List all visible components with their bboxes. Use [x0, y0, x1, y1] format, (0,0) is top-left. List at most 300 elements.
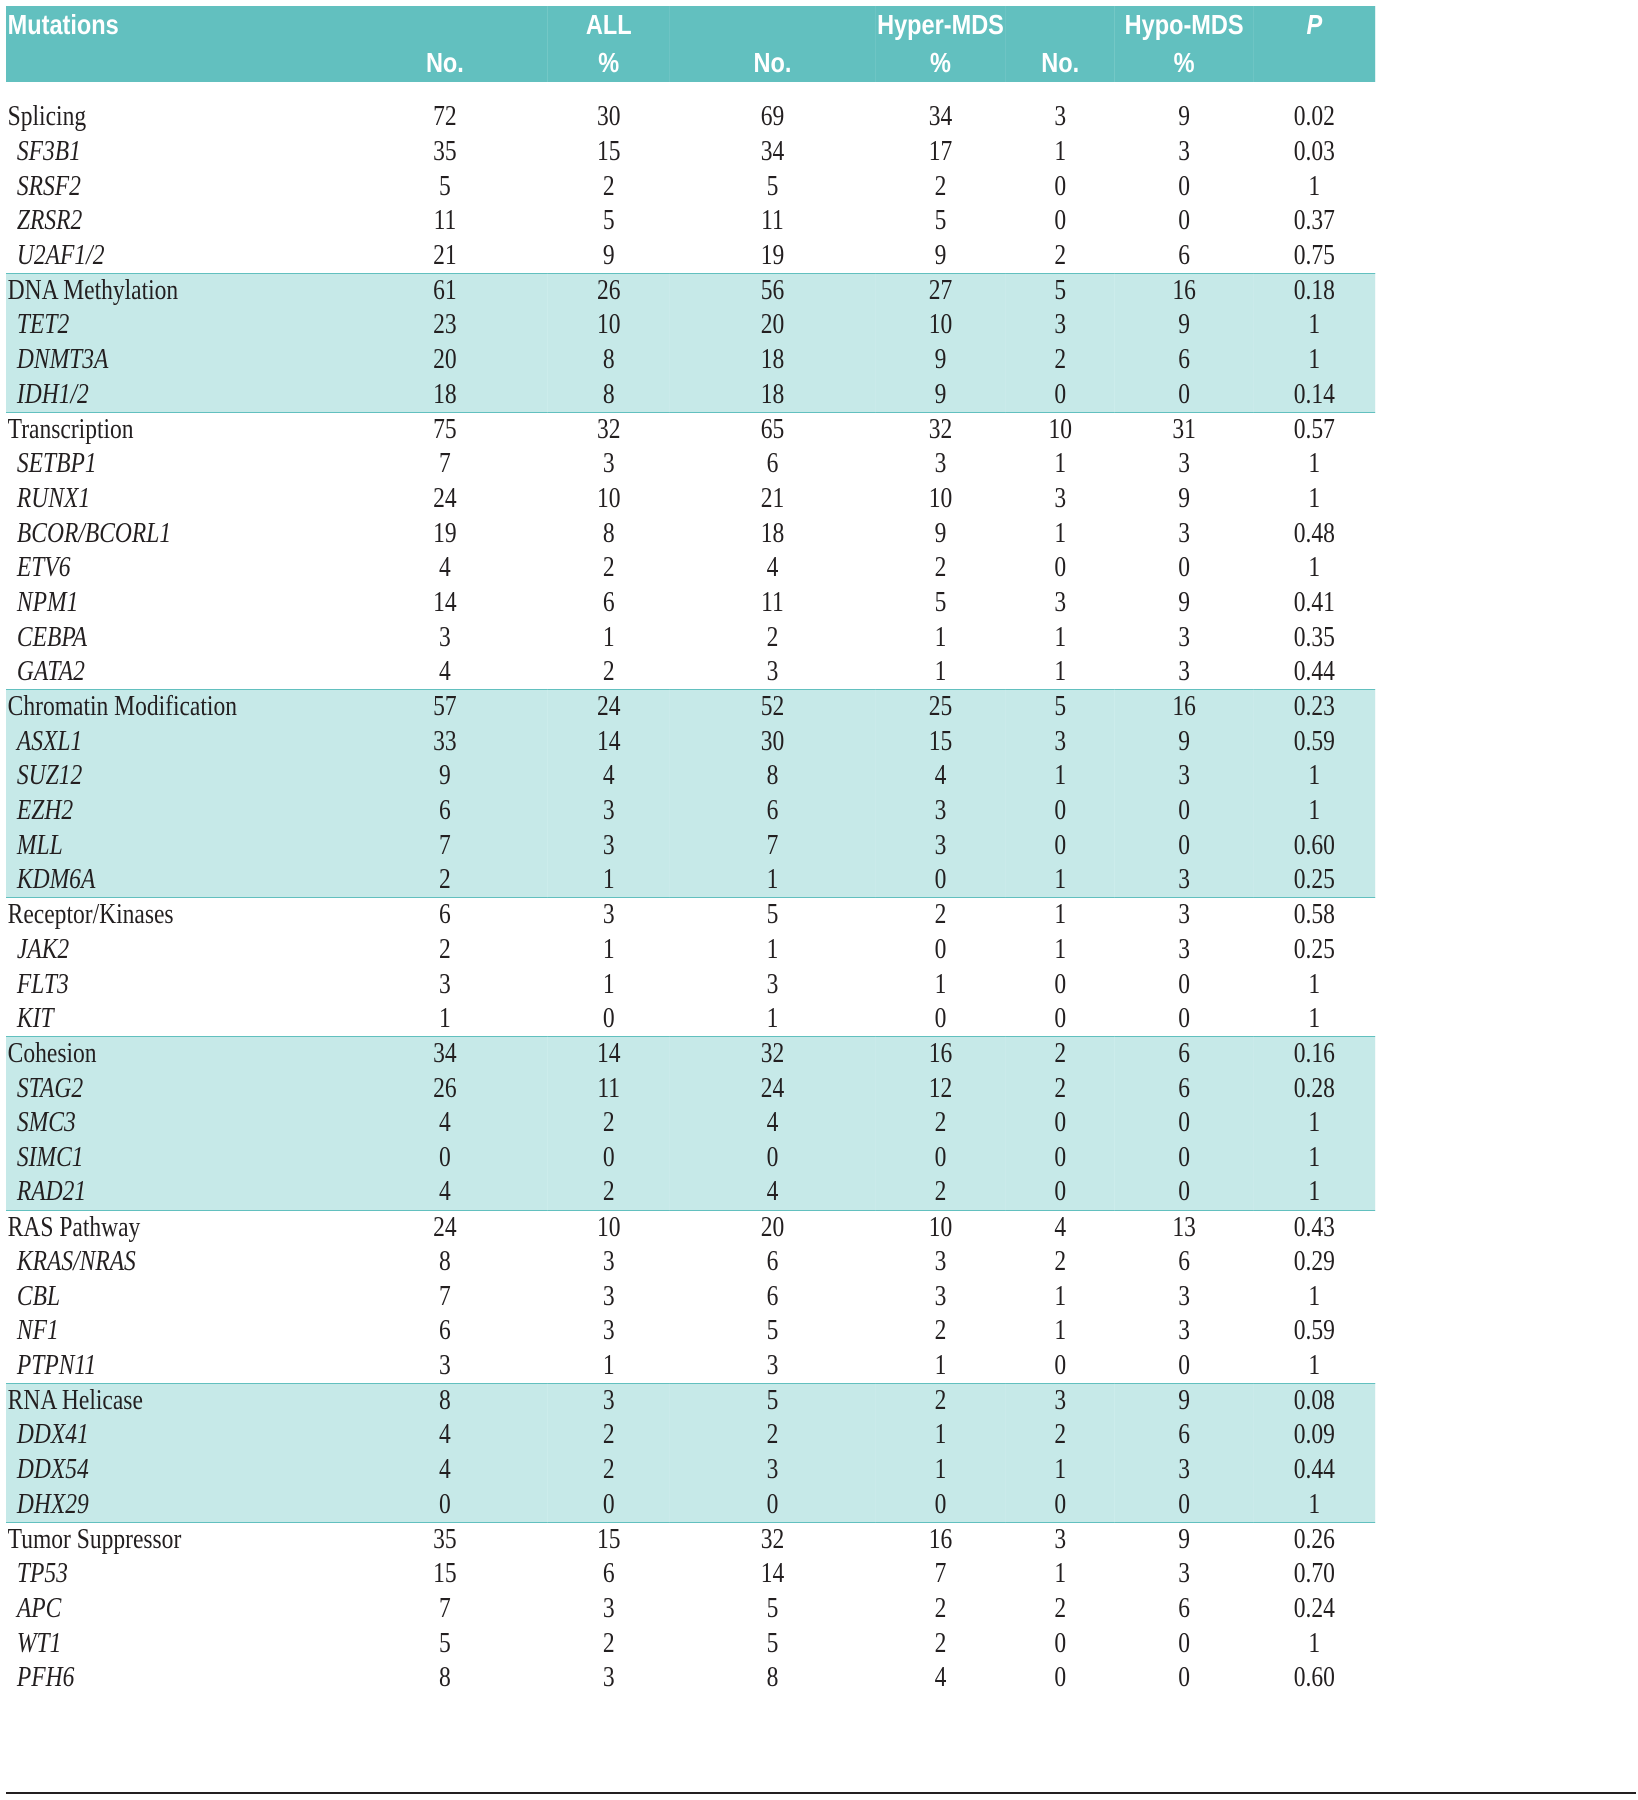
cell-hyper-no: 0 [766, 1488, 779, 1520]
cell-hypo-pct: 16 [1115, 690, 1254, 725]
cell-hyper-pct: 4 [934, 760, 947, 792]
cell-hypo-pct: 3 [1178, 1454, 1190, 1486]
cell-hypo-pct: 0 [1178, 1627, 1190, 1659]
gene-row [6, 378, 1375, 413]
gene-row [6, 1279, 1375, 1314]
gene-name: CEBPA [16, 621, 88, 653]
cell-p-value: 0.59 [1293, 725, 1335, 757]
cell-hyper-pct: 12 [928, 1072, 953, 1104]
cell-hypo-pct: 9 [1178, 725, 1190, 757]
cell-hyper-pct: 2 [934, 1176, 947, 1208]
cell-hyper-pct: 9 [934, 517, 947, 549]
group-name: RNA Helicase [6, 1383, 342, 1418]
cell-hyper-no: 18 [760, 517, 785, 549]
cell-hyper-pct: 3 [934, 795, 947, 827]
group-row [6, 1383, 1375, 1418]
group-row [6, 1522, 1375, 1557]
gene-row [6, 1141, 1375, 1176]
cell-hyper-pct: 2 [934, 170, 947, 202]
cell-hypo-no: 1 [1054, 621, 1067, 653]
cell-all-pct: 3 [548, 1383, 670, 1418]
gene-name: NF1 [16, 1315, 59, 1347]
gene-name: DHX29 [16, 1488, 89, 1520]
cell-all-no: 8 [439, 1246, 451, 1278]
cell-hyper-pct: 0 [934, 933, 947, 965]
cell-all-no: 75 [342, 412, 548, 447]
cell-all-pct: 4 [602, 760, 615, 792]
cell-hyper-pct: 2 [875, 898, 1005, 933]
cell-all-no: 24 [433, 482, 457, 514]
cell-all-pct: 2 [602, 1419, 615, 1451]
cell-hypo-no: 0 [1054, 1627, 1067, 1659]
cell-hyper-pct: 17 [928, 136, 953, 168]
cell-hypo-no: 10 [1006, 412, 1115, 447]
cell-hyper-no: 24 [760, 1072, 785, 1104]
cell-all-no: 3 [439, 621, 451, 653]
cell-hypo-pct: 0 [1178, 1002, 1190, 1034]
cell-all-pct: 10 [548, 1210, 670, 1245]
cell-p-value: 0.37 [1293, 205, 1335, 237]
cell-hyper-pct: 1 [934, 968, 947, 1000]
cell-all-pct: 2 [602, 1627, 615, 1659]
cell-all-no: 6 [439, 1315, 451, 1347]
cell-all-no: 0 [439, 1141, 451, 1173]
cell-hyper-no: 6 [766, 1280, 779, 1312]
group-name: DNA Methylation [6, 273, 342, 308]
cell-p-value: 0.44 [1293, 656, 1335, 688]
cell-hyper-pct: 2 [934, 1627, 947, 1659]
header-hyper-mds: Hyper-MDS [877, 9, 1004, 40]
header-blank-3 [670, 6, 876, 44]
cell-hypo-no: 0 [1054, 1176, 1067, 1208]
cell-p-value: 1 [1308, 482, 1321, 514]
gene-name: STAG2 [16, 1072, 84, 1104]
cell-all-pct: 3 [602, 1315, 615, 1347]
cell-hypo-no: 1 [1054, 760, 1067, 792]
gene-name: ZRSR2 [16, 205, 83, 237]
cell-hyper-pct: 2 [934, 1107, 947, 1139]
cell-hyper-no: 4 [766, 1176, 779, 1208]
cell-hyper-pct: 0 [934, 864, 947, 896]
cell-hypo-no: 1 [1054, 933, 1067, 965]
cell-hypo-pct: 0 [1178, 1662, 1190, 1694]
gene-name: SUZ12 [16, 760, 83, 792]
cell-hyper-pct: 0 [934, 1141, 947, 1173]
cell-hyper-pct: 1 [934, 1349, 947, 1381]
cell-hyper-no: 2 [766, 1419, 779, 1451]
cell-hyper-pct: 2 [934, 1315, 947, 1347]
cell-all-no: 2 [439, 933, 451, 965]
cell-hyper-pct: 3 [934, 448, 947, 480]
cell-p-value: 0.58 [1253, 898, 1375, 933]
cell-p-value: 0.03 [1293, 136, 1335, 168]
cell-hypo-pct: 0 [1178, 378, 1190, 410]
gene-row [6, 516, 1375, 551]
gene-row [6, 1557, 1375, 1592]
cell-hypo-pct: 0 [1178, 829, 1190, 861]
cell-p-value: 0.57 [1253, 412, 1375, 447]
group-row [6, 412, 1375, 447]
cell-hypo-no: 0 [1054, 1141, 1067, 1173]
header-mutations: Mutations [7, 9, 119, 40]
cell-all-pct: 10 [596, 309, 621, 341]
gene-row [6, 863, 1375, 898]
group-name: Cohesion [6, 1037, 342, 1072]
cell-hyper-pct: 15 [928, 725, 953, 757]
cell-hyper-pct: 2 [934, 1592, 947, 1624]
cell-hypo-no: 1 [1054, 864, 1067, 896]
cell-all-pct: 8 [602, 344, 615, 376]
subheader-hypo-pct: % [1173, 47, 1195, 78]
gene-name: DNMT3A [16, 344, 109, 376]
gene-name: WT1 [16, 1627, 62, 1659]
gene-row [6, 204, 1375, 239]
cell-all-no: 19 [433, 517, 457, 549]
cell-hyper-no: 0 [766, 1141, 779, 1173]
gene-name: SETBP1 [16, 448, 97, 480]
cell-hypo-no: 4 [1006, 1210, 1115, 1245]
cell-hyper-pct: 7 [934, 1558, 947, 1590]
cell-hypo-pct: 9 [1178, 586, 1190, 618]
subheader-hyper-no: No. [753, 47, 792, 78]
gene-row [6, 1245, 1375, 1280]
cell-hypo-pct: 3 [1115, 898, 1254, 933]
cell-hyper-no: 34 [760, 136, 785, 168]
cell-all-no: 35 [342, 1522, 548, 1557]
cell-all-pct: 2 [602, 170, 615, 202]
cell-p-value: 0.16 [1253, 1037, 1375, 1072]
cell-hypo-no: 0 [1054, 552, 1067, 584]
cell-p-value: 0.25 [1293, 864, 1335, 896]
cell-all-no: 7 [439, 829, 451, 861]
gene-name: RAD21 [16, 1176, 87, 1208]
cell-all-no: 20 [433, 344, 457, 376]
cell-hypo-no: 0 [1054, 795, 1067, 827]
cell-p-value: 1 [1308, 1349, 1321, 1381]
gene-row [6, 482, 1375, 517]
cell-p-value: 1 [1308, 552, 1321, 584]
cell-hyper-no: 5 [670, 1383, 876, 1418]
cell-p-value: 0.75 [1293, 239, 1335, 271]
cell-hyper-no: 32 [670, 1037, 876, 1072]
cell-all-no: 7 [439, 1280, 451, 1312]
cell-p-value: 0.70 [1293, 1558, 1335, 1590]
cell-hypo-no: 3 [1006, 1522, 1115, 1557]
cell-hyper-no: 32 [670, 1522, 876, 1557]
group-name: Splicing [7, 101, 87, 133]
cell-hyper-no: 3 [766, 1454, 779, 1486]
cell-p-value: 0.14 [1293, 378, 1335, 410]
gene-row [6, 967, 1375, 1002]
cell-hyper-pct: 3 [934, 1280, 947, 1312]
cell-p-value: 0.28 [1293, 1072, 1335, 1104]
cell-all-pct: 32 [548, 412, 670, 447]
cell-hypo-no: 2 [1006, 1037, 1115, 1072]
cell-p-value: 1 [1308, 170, 1321, 202]
cell-hyper-no: 5 [766, 1315, 779, 1347]
subheader-hyper-pct: % [930, 47, 951, 78]
cell-hypo-pct: 3 [1178, 1315, 1190, 1347]
table-body [6, 82, 1375, 1696]
cell-hypo-no: 0 [1054, 829, 1067, 861]
gene-name: ASXL1 [16, 725, 83, 757]
cell-hyper-pct: 2 [875, 1383, 1005, 1418]
cell-hyper-pct: 1 [934, 656, 947, 688]
cell-all-no: 9 [439, 760, 451, 792]
gene-name: EZH2 [16, 795, 74, 827]
cell-all-no: 8 [439, 1662, 451, 1694]
cell-all-pct: 3 [602, 1246, 615, 1278]
cell-hypo-pct: 0 [1178, 170, 1190, 202]
cell-hypo-no: 1 [1054, 1454, 1067, 1486]
gene-name: KRAS/NRAS [16, 1246, 136, 1278]
cell-all-no: 57 [342, 690, 548, 725]
cell-all-no: 35 [433, 136, 457, 168]
cell-hyper-no: 5 [766, 170, 779, 202]
cell-p-value: 1 [1308, 309, 1321, 341]
cell-hypo-no: 0 [1054, 1349, 1067, 1381]
cell-hyper-no: 18 [760, 378, 785, 410]
group-row [6, 1037, 1375, 1072]
gene-name: TET2 [16, 309, 70, 341]
cell-hypo-no: 1 [1054, 1315, 1067, 1347]
gene-row [6, 1002, 1375, 1037]
cell-hyper-no: 8 [766, 1662, 779, 1694]
cell-hypo-no: 2 [1054, 1072, 1067, 1104]
cell-all-pct: 0 [602, 1488, 615, 1520]
cell-hypo-no: 1 [1054, 448, 1067, 480]
gene-row [6, 1314, 1375, 1349]
subheader-all-no: No. [425, 47, 464, 78]
cell-all-no: 11 [433, 205, 457, 237]
cell-hyper-no: 5 [766, 1627, 779, 1659]
cell-hypo-pct: 0 [1178, 205, 1190, 237]
cell-all-no: 33 [433, 725, 457, 757]
cell-all-no: 26 [433, 1072, 457, 1104]
cell-p-value: 1 [1308, 1488, 1321, 1520]
cell-p-value: 0.44 [1293, 1454, 1335, 1486]
gene-name: SIMC1 [16, 1141, 84, 1173]
cell-hyper-no: 21 [760, 482, 785, 514]
gene-name: U2AF1/2 [16, 239, 105, 271]
cell-hypo-no: 3 [1054, 725, 1067, 757]
gene-row [6, 1626, 1375, 1661]
subheader-all-pct: % [598, 47, 620, 78]
cell-hyper-no: 56 [670, 273, 876, 308]
subheader-blank-0 [6, 44, 342, 82]
cell-hypo-pct: 0 [1178, 795, 1190, 827]
cell-all-no: 5 [439, 1627, 451, 1659]
cell-all-pct: 1 [602, 864, 615, 896]
cell-hypo-pct: 0 [1178, 1349, 1190, 1381]
cell-hyper-pct: 9 [934, 378, 947, 410]
table-header [6, 6, 1375, 82]
cell-hypo-no: 5 [1006, 690, 1115, 725]
cell-hypo-pct: 0 [1178, 1176, 1190, 1208]
cell-hypo-pct: 6 [1178, 1419, 1190, 1451]
gene-name: ETV6 [16, 552, 71, 584]
cell-all-pct: 3 [602, 1592, 615, 1624]
gene-row [6, 759, 1375, 794]
cell-all-no: 3 [439, 1349, 451, 1381]
cell-hyper-no: 1 [766, 1002, 779, 1034]
cell-all-pct: 3 [602, 795, 615, 827]
cell-p-value: 1 [1308, 760, 1321, 792]
cell-hyper-pct: 5 [934, 205, 947, 237]
group-name: Chromatin Modification [6, 690, 342, 725]
gene-name: DDX41 [16, 1419, 89, 1451]
header-blank-1 [342, 6, 548, 44]
cell-all-pct: 14 [596, 725, 621, 757]
cell-hyper-no: 20 [760, 309, 785, 341]
group-name: Transcription [6, 412, 342, 447]
cell-all-pct: 1 [602, 933, 615, 965]
cell-all-pct: 3 [602, 829, 615, 861]
cell-hyper-no: 18 [760, 344, 785, 376]
cell-all-pct: 15 [596, 136, 621, 168]
gene-name: PFH6 [16, 1662, 75, 1694]
gene-name: GATA2 [16, 656, 85, 688]
gene-name: FLT3 [16, 968, 69, 1000]
cell-all-pct: 2 [602, 656, 615, 688]
cell-hyper-pct: 1 [934, 621, 947, 653]
cell-p-value: 1 [1308, 1002, 1321, 1034]
cell-hyper-no: 11 [761, 586, 784, 618]
cell-hypo-no: 2 [1054, 344, 1067, 376]
cell-p-value: 0.48 [1293, 517, 1335, 549]
cell-all-pct: 30 [596, 101, 621, 133]
cell-hypo-pct: 0 [1178, 1488, 1190, 1520]
gene-row [6, 724, 1375, 759]
cell-p-value: 0.41 [1293, 586, 1335, 618]
cell-hyper-pct: 1 [934, 1419, 947, 1451]
cell-hyper-pct: 16 [875, 1037, 1005, 1072]
cell-all-no: 0 [439, 1488, 451, 1520]
cell-hyper-no: 5 [670, 898, 876, 933]
cell-hypo-pct: 9 [1115, 1383, 1254, 1418]
cell-hypo-no: 0 [1054, 378, 1067, 410]
cell-hyper-no: 7 [766, 829, 779, 861]
gene-row [6, 1488, 1375, 1523]
cell-all-pct: 11 [597, 1072, 621, 1104]
header-all: ALL [585, 9, 632, 40]
cell-hypo-pct: 3 [1178, 448, 1190, 480]
cell-hypo-pct: 3 [1178, 760, 1190, 792]
cell-hypo-pct: 6 [1115, 1037, 1254, 1072]
cell-hypo-no: 1 [1054, 1280, 1067, 1312]
cell-hypo-pct: 13 [1115, 1210, 1254, 1245]
gene-name: RUNX1 [16, 482, 91, 514]
cell-hypo-no: 1 [1054, 656, 1067, 688]
cell-all-no: 4 [439, 656, 451, 688]
cell-hyper-no: 1 [766, 933, 779, 965]
gene-row [6, 1071, 1375, 1106]
cell-hyper-no: 65 [670, 412, 876, 447]
cell-all-no: 7 [439, 1592, 451, 1624]
cell-all-no: 4 [439, 1176, 451, 1208]
cell-all-pct: 0 [602, 1141, 615, 1173]
header-spacer [6, 82, 1375, 100]
cell-hypo-pct: 16 [1115, 273, 1254, 308]
cell-all-pct: 2 [602, 1176, 615, 1208]
cell-hypo-no: 3 [1054, 586, 1067, 618]
gene-name: SRSF2 [16, 170, 81, 202]
cell-hyper-pct: 2 [934, 552, 947, 584]
cell-p-value: 0.60 [1293, 1662, 1335, 1694]
cell-hypo-pct: 9 [1178, 101, 1190, 133]
gene-name: MLL [16, 829, 63, 861]
cell-all-no: 23 [433, 309, 457, 341]
table-bottom-rule [6, 1792, 1636, 1794]
cell-hypo-pct: 31 [1115, 412, 1254, 447]
cell-hypo-no: 0 [1054, 1002, 1067, 1034]
cell-p-value: 1 [1308, 1176, 1321, 1208]
cell-hypo-pct: 3 [1178, 517, 1190, 549]
cell-all-pct: 1 [602, 621, 615, 653]
gene-name: KDM6A [16, 864, 96, 896]
cell-all-no: 7 [439, 448, 451, 480]
cell-all-no: 15 [433, 1558, 457, 1590]
cell-hypo-pct: 6 [1178, 1246, 1190, 1278]
cell-all-no: 34 [342, 1037, 548, 1072]
cell-hypo-pct: 6 [1178, 1072, 1190, 1104]
mutations-table [6, 6, 1375, 1696]
cell-hyper-no: 52 [670, 690, 876, 725]
gene-row [6, 620, 1375, 655]
cell-hyper-pct: 1 [934, 1454, 947, 1486]
subheader-blank-7 [1253, 44, 1375, 82]
gene-name: SMC3 [16, 1107, 76, 1139]
cell-all-no: 6 [439, 795, 451, 827]
cell-all-no: 8 [342, 1383, 548, 1418]
cell-all-pct: 5 [602, 205, 615, 237]
cell-hyper-pct: 0 [934, 1002, 947, 1034]
gene-row [6, 1106, 1375, 1141]
cell-p-value: 1 [1308, 1141, 1321, 1173]
gene-name: IDH1/2 [16, 378, 89, 410]
cell-hypo-no: 1 [1054, 136, 1067, 168]
gene-row [6, 239, 1375, 274]
header-p: P [1306, 9, 1323, 40]
cell-hyper-no: 2 [766, 621, 779, 653]
cell-hypo-no: 0 [1054, 1107, 1067, 1139]
gene-name: DDX54 [16, 1454, 89, 1486]
cell-hyper-no: 3 [766, 656, 779, 688]
cell-p-value: 1 [1308, 1627, 1321, 1659]
cell-hyper-pct: 32 [875, 412, 1005, 447]
cell-p-value: 0.29 [1293, 1246, 1335, 1278]
header-hypo-mds: Hypo-MDS [1124, 9, 1244, 40]
cell-hyper-pct: 10 [928, 482, 953, 514]
group-row [6, 100, 1375, 135]
cell-p-value: 1 [1308, 448, 1321, 480]
cell-p-value: 1 [1308, 344, 1321, 376]
gene-row [6, 1418, 1375, 1453]
gene-name: KIT [16, 1002, 54, 1034]
cell-hyper-pct: 25 [875, 690, 1005, 725]
cell-hypo-no: 0 [1054, 1662, 1067, 1694]
cell-hyper-pct: 0 [934, 1488, 947, 1520]
cell-all-no: 5 [439, 170, 451, 202]
cell-hyper-no: 4 [766, 1107, 779, 1139]
cell-hypo-no: 2 [1054, 1592, 1067, 1624]
cell-all-no: 24 [342, 1210, 548, 1245]
cell-hyper-no: 20 [670, 1210, 876, 1245]
cell-all-pct: 1 [602, 968, 615, 1000]
cell-hyper-no: 19 [760, 239, 785, 271]
cell-p-value: 1 [1308, 795, 1321, 827]
cell-p-value: 0.25 [1293, 933, 1335, 965]
